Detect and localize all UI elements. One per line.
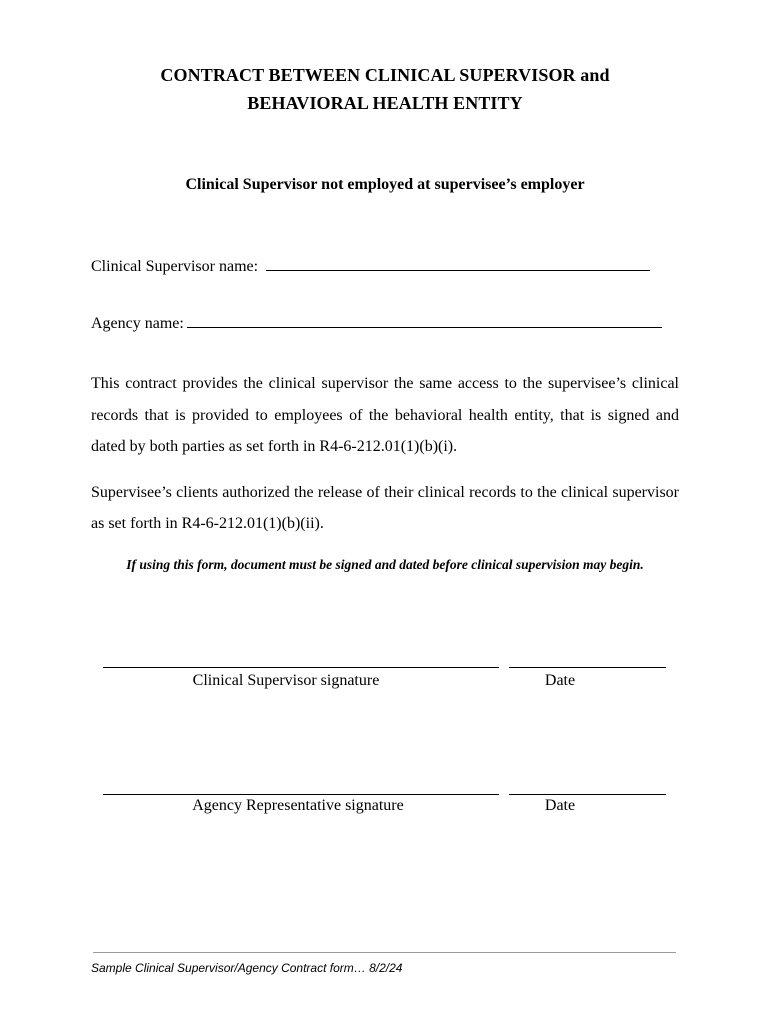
supervisor-name-blank-line[interactable]	[266, 254, 650, 271]
supervisor-name-label: Clinical Supervisor name:	[91, 258, 259, 275]
supervisor-name-field	[91, 254, 650, 278]
agency-signature-label: Agency Representative signature	[192, 797, 404, 814]
agency-date-label: Date	[544, 797, 576, 814]
footer-text: Sample Clinical Supervisor/Agency Contract form… 8/2/24	[91, 961, 403, 975]
supervisor-date-line[interactable]	[509, 667, 666, 668]
release-paragraph: Supervisee’s clients authorized the release of their clinical records to the clinical supervisor as set forth in R4-6-212.01(1)(b)(ii).	[91, 484, 679, 532]
footer-divider	[93, 952, 676, 953]
supervisor-signature-label: Clinical Supervisor signature	[192, 672, 380, 689]
supervisor-date-label: Date	[544, 672, 576, 689]
document-title-line-1: CONTRACT BETWEEN CLINICAL SUPERVISOR and	[160, 65, 610, 85]
supervisor-signature-line[interactable]	[103, 667, 499, 668]
access-paragraph: This contract provides the clinical supervisor the same access to the supervisee’s clinical records that is provided to employees of the behavioral health entity, that is signed and dated by both parties as set forth in R4-6-212.01(1)(b)(i).	[91, 375, 679, 455]
agency-name-label: Agency name:	[91, 315, 184, 332]
signing-notice: If using this form, document must be signed and dated before clinical supervision may begin.	[126, 557, 644, 572]
document-subtitle: Clinical Supervisor not employed at supervisee’s employer	[185, 176, 585, 193]
document-title-line-2: BEHAVIORAL HEALTH ENTITY	[247, 93, 523, 113]
agency-name-field	[91, 311, 662, 335]
agency-name-blank-line[interactable]	[187, 311, 662, 328]
